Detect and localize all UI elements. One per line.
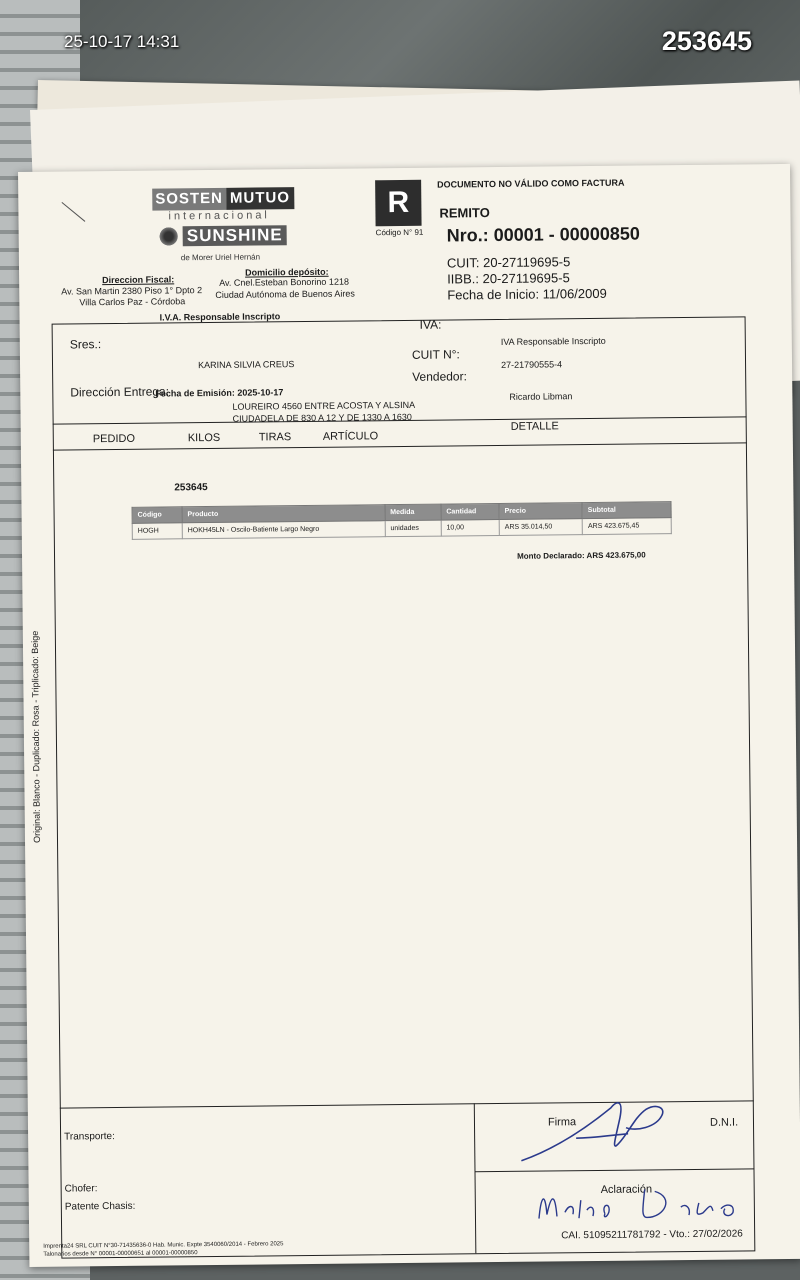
dom-deposito-label: Domicilio depósito: [245,266,329,278]
dom-deposito-line1: Av. Cnel.Esteban Bonorino 1218 [219,276,349,288]
column-kilos: KILOS [187,431,221,445]
dir-fiscal-line1: Av. San Martin 2380 Piso 1° Dpto 2 [61,285,203,297]
cell-producto: HOKH45LN - Oscilo-Batiente Largo Negro [182,521,385,539]
order-number: 253645 [174,482,208,494]
customer-name: KARINA SILVIA CREUS [197,359,295,371]
column-detalle: DETALLE [510,420,559,433]
monto-declarado: Monto Declarado: ARS 423.675,00 [517,550,646,561]
iva-label: IVA: [419,317,442,332]
address-line2: CIUDADELA DE 830 A 12 Y DE 1330 A 1630 [232,411,412,424]
dni-label: D.N.I. [709,1116,739,1129]
no-valido-label: DOCUMENTO NO VÁLIDO COMO FACTURA [437,177,625,190]
photo-timestamp: 25-10-17 14:31 [64,32,180,51]
owner-name: de Morer Uriel Hernán [180,252,261,263]
signature [516,1087,687,1169]
issuer-cuit: CUIT: 20-27119695-5 [446,254,571,271]
cell-codigo: HOGH [132,523,182,540]
aclaracion-label: Aclaración [600,1183,653,1196]
column-tiras: TIRAS [258,431,292,444]
remito-document [18,164,800,1267]
chofer-label: Chofer: [64,1183,98,1195]
iva-value: IVA Responsable Inscripto [500,335,606,347]
firma-label: Firma [547,1116,577,1129]
imprenta-line1: Imprenta24 SRL CUIT N°30-71435636-0 Hab. Munic. Expte 3540060/2014 - Febrero 2025 [43,1241,284,1250]
cell-subtotal: ARS 423.675,45 [582,518,671,535]
address-line1: LOUREIRO 4560 ENTRE ACOSTA Y ALSINA [232,399,416,412]
dir-fiscal-label: Direccion Fiscal: [102,274,175,286]
cuit-value: 27-21790555-4 [500,359,563,370]
codigo-number: Código N° 91 [375,227,424,238]
vendedor-value: Ricardo Libman [509,391,573,402]
company-logo [152,187,300,211]
header-producto: Producto [182,505,385,523]
fecha-inicio: Fecha de Inicio: 11/06/2009 [447,285,607,303]
logo-word-mutuo: MUTUO [226,187,294,210]
column-articulo: ARTÍCULO [322,430,379,443]
dom-deposito-line2: Ciudad Autónoma de Buenos Aires [215,288,355,300]
r-letter-box: R [375,180,421,226]
logo-word-sosten: SOSTEN [152,188,226,211]
iva-status: I.V.A. Responsable Inscripto [159,311,281,323]
sunshine-text: SUNSHINE [183,225,287,246]
items-table [132,501,672,540]
sres-label: Sres.: [69,337,102,352]
cuit-label: CUIT N°: [411,347,460,362]
logo-subtitle: internacional [168,209,270,223]
transporte-label: Transporte: [64,1131,115,1143]
pen-mark [62,202,86,222]
patente-label: Patente Chasis: [64,1200,136,1213]
fecha-emision: Fecha de Emisión: 2025-10-17 [155,387,284,399]
remito-number: Nro.: 00001 - 00000850 [446,223,640,246]
header-precio: Precio [499,503,582,520]
header-medida: Medida [385,504,441,521]
sunshine-logo [159,223,287,248]
cell-medida: unidades [385,520,441,537]
remito-title: REMITO [439,205,490,221]
cell-precio: ARS 35.014,50 [499,519,582,536]
cai-number: CAI. 51095211781792 - Vto.: 27/02/2026 [561,1228,743,1242]
photo-code: 253645 [661,26,752,56]
vendedor-label: Vendedor: [412,369,467,384]
column-pedido: PEDIDO [92,432,136,446]
header-codigo: Código [132,507,182,524]
header-cantidad: Cantidad [441,503,499,520]
copy-colors-note: Original: Blanco - Duplicado: Rosa - Triplicado: Beige [29,630,43,843]
issuer-iibb: IIBB.: 20-27119695-5 [447,270,570,287]
cell-cantidad: 10,00 [441,519,499,536]
header-subtotal: Subtotal [582,502,671,519]
direccion-label: Dirección Entrega: [70,384,170,400]
dir-fiscal-line2: Villa Carlos Paz - Córdoba [79,296,186,308]
imprenta-line2: Talonarios desde N° 00001-00000651 al 00001-00000850 [43,1250,198,1258]
sun-icon [159,225,179,247]
